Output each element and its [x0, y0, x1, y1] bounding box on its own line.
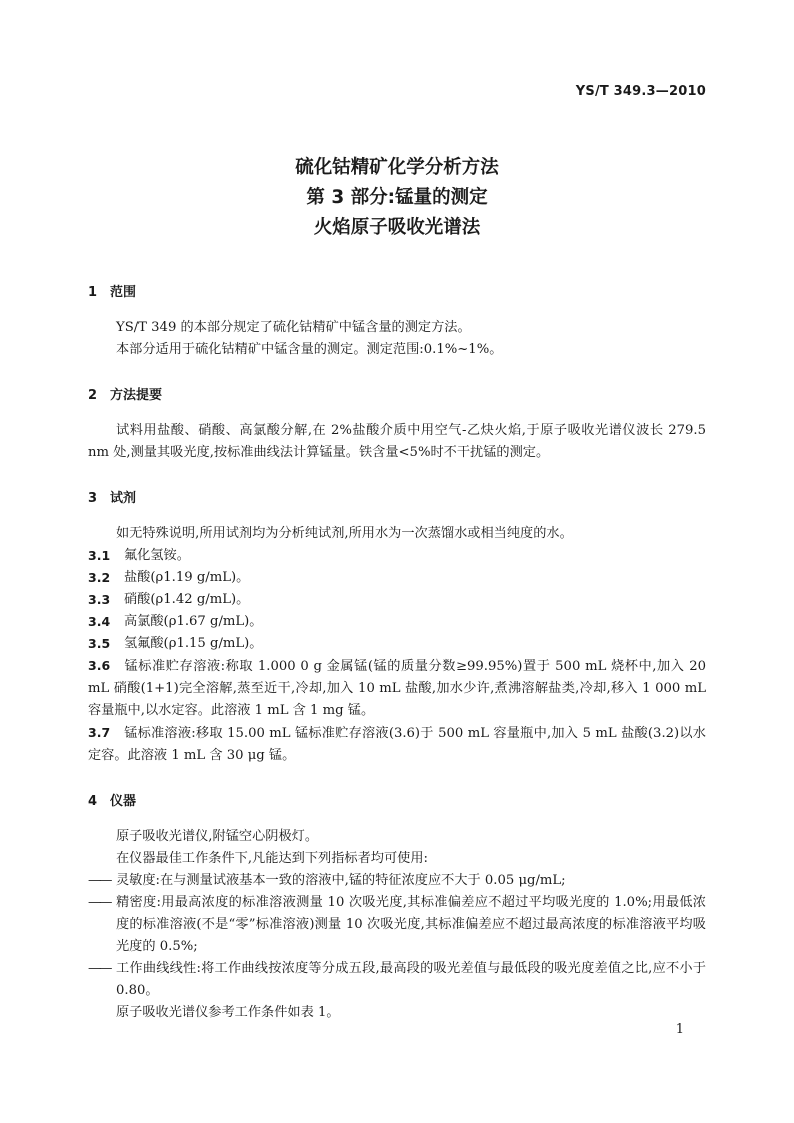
item-text: 氟化氢铵。	[124, 548, 190, 563]
scope-paragraph-1: YS/T 349 的本部分规定了硫化钴精矿中锰含量的测定方法。	[116, 320, 471, 335]
section-title: 试剂	[110, 491, 137, 506]
section-title: 仪器	[110, 794, 137, 809]
apparatus-closing: 原子吸收光谱仪参考工作条件如表 1。	[116, 1005, 340, 1020]
criteria-item-linearity	[88, 958, 706, 1002]
section-heading-method	[88, 385, 706, 407]
apparatus-line-2: 在仪器最佳工作条件下,凡能达到下列指标者均可使用:	[116, 851, 428, 866]
section-heading-apparatus	[88, 791, 706, 813]
reagent-item	[88, 545, 706, 567]
dash-marker: ——	[88, 873, 111, 888]
criteria-item-sensitivity	[88, 870, 706, 892]
document-title: 硫化钴精矿化学分析方法	[295, 157, 499, 178]
item-text: 高氯酸(ρ1.67 g/mL)。	[124, 614, 263, 629]
document-subtitle-method: 火焰原子吸收光谱法	[313, 217, 481, 238]
section-title: 范围	[110, 285, 137, 300]
document-subtitle-part: 第 3 部分:锰量的测定	[306, 187, 488, 208]
method-paragraph: 试料用盐酸、硝酸、高氯酸分解,在 2%盐酸介质中用空气-乙炔火焰,于原子吸收光谱仪波长 279.5 nm 处,测量其吸光度,按标准曲线法计算锰量。铁含量<5%时不干扰锰的测定。	[88, 423, 706, 460]
item-number: 3.7	[88, 725, 111, 740]
item-number: 3.1	[88, 548, 111, 563]
section-heading-scope	[88, 282, 706, 304]
reagent-item	[88, 589, 706, 611]
item-number: 3.4	[88, 614, 111, 629]
criteria-text: 工作曲线线性:将工作曲线按浓度等分成五段,最高段的吸光差值与最低段的吸光度差值之比,应不小于 0.80。	[116, 961, 706, 998]
section-title: 方法提要	[110, 388, 163, 403]
section-number: 2	[88, 388, 98, 403]
item-number: 3.6	[88, 658, 111, 673]
apparatus-line-1: 原子吸收光谱仪,附锰空心阴极灯。	[116, 829, 319, 844]
reagent-item	[88, 722, 706, 767]
item-text: 锰标准溶液:移取 15.00 mL 锰标准贮存溶液(3.6)于 500 mL 容量瓶中,加入 5 mL 盐酸(3.2)以水定容。此溶液 1 mL 含 30 μg 锰。	[88, 726, 706, 763]
criteria-text: 精密度:用最高浓度的标准溶液测量 10 次吸光度,其标准偏差应不超过平均吸光度的 1.0%;用最低浓度的标准溶液(不是“零”标准溶液)测量 10 次吸光度,其标准偏差应不超过最高浓度的标准溶液平均吸光度的 0.5%;	[116, 895, 706, 954]
page-number: 1	[675, 1022, 684, 1037]
item-number: 3.5	[88, 636, 111, 651]
item-text: 硝酸(ρ1.42 g/mL)。	[124, 592, 250, 607]
document-body	[88, 282, 706, 1024]
section-number: 4	[88, 794, 98, 809]
item-text: 盐酸(ρ1.19 g/mL)。	[124, 570, 250, 585]
scope-paragraph-2: 本部分适用于硫化钴精矿中锰含量的测定。测定范围:0.1%~1%。	[116, 342, 503, 357]
item-number: 3.3	[88, 592, 111, 607]
criteria-text: 灵敏度:在与测量试液基本一致的溶液中,锰的特征浓度应不大于 0.05 μg/mL;	[116, 873, 566, 888]
reagent-item	[88, 633, 706, 655]
dash-marker: ——	[88, 961, 111, 976]
reagent-item	[88, 567, 706, 589]
section-heading-reagents	[88, 488, 706, 510]
item-number: 3.2	[88, 570, 111, 585]
reagent-item	[88, 655, 706, 722]
criteria-item-precision	[88, 892, 706, 958]
item-text: 氢氟酸(ρ1.15 g/mL)。	[124, 636, 263, 651]
reagent-item	[88, 611, 706, 633]
section-number: 1	[88, 285, 98, 300]
item-text: 锰标准贮存溶液:称取 1.000 0 g 金属锰(锰的质量分数≥99.95%)置于 500 mL 烧杯中,加入 20 mL 硝酸(1+1)完全溶解,蒸至近干,冷却,加入 10 mL 盐酸,加水少许,煮沸溶解盐类,冷却,移入 1 000 mL 容量瓶中,以水定容。此溶液 1 mL 含 1 mg 锰。	[88, 659, 706, 718]
standard-code: YS/T 349.3—2010	[575, 84, 706, 99]
reagents-intro: 如无特殊说明,所用试剂均为分析纯试剂,所用水为一次蒸馏水或相当纯度的水。	[116, 526, 573, 541]
section-number: 3	[88, 491, 98, 506]
dash-marker: ——	[88, 895, 111, 910]
